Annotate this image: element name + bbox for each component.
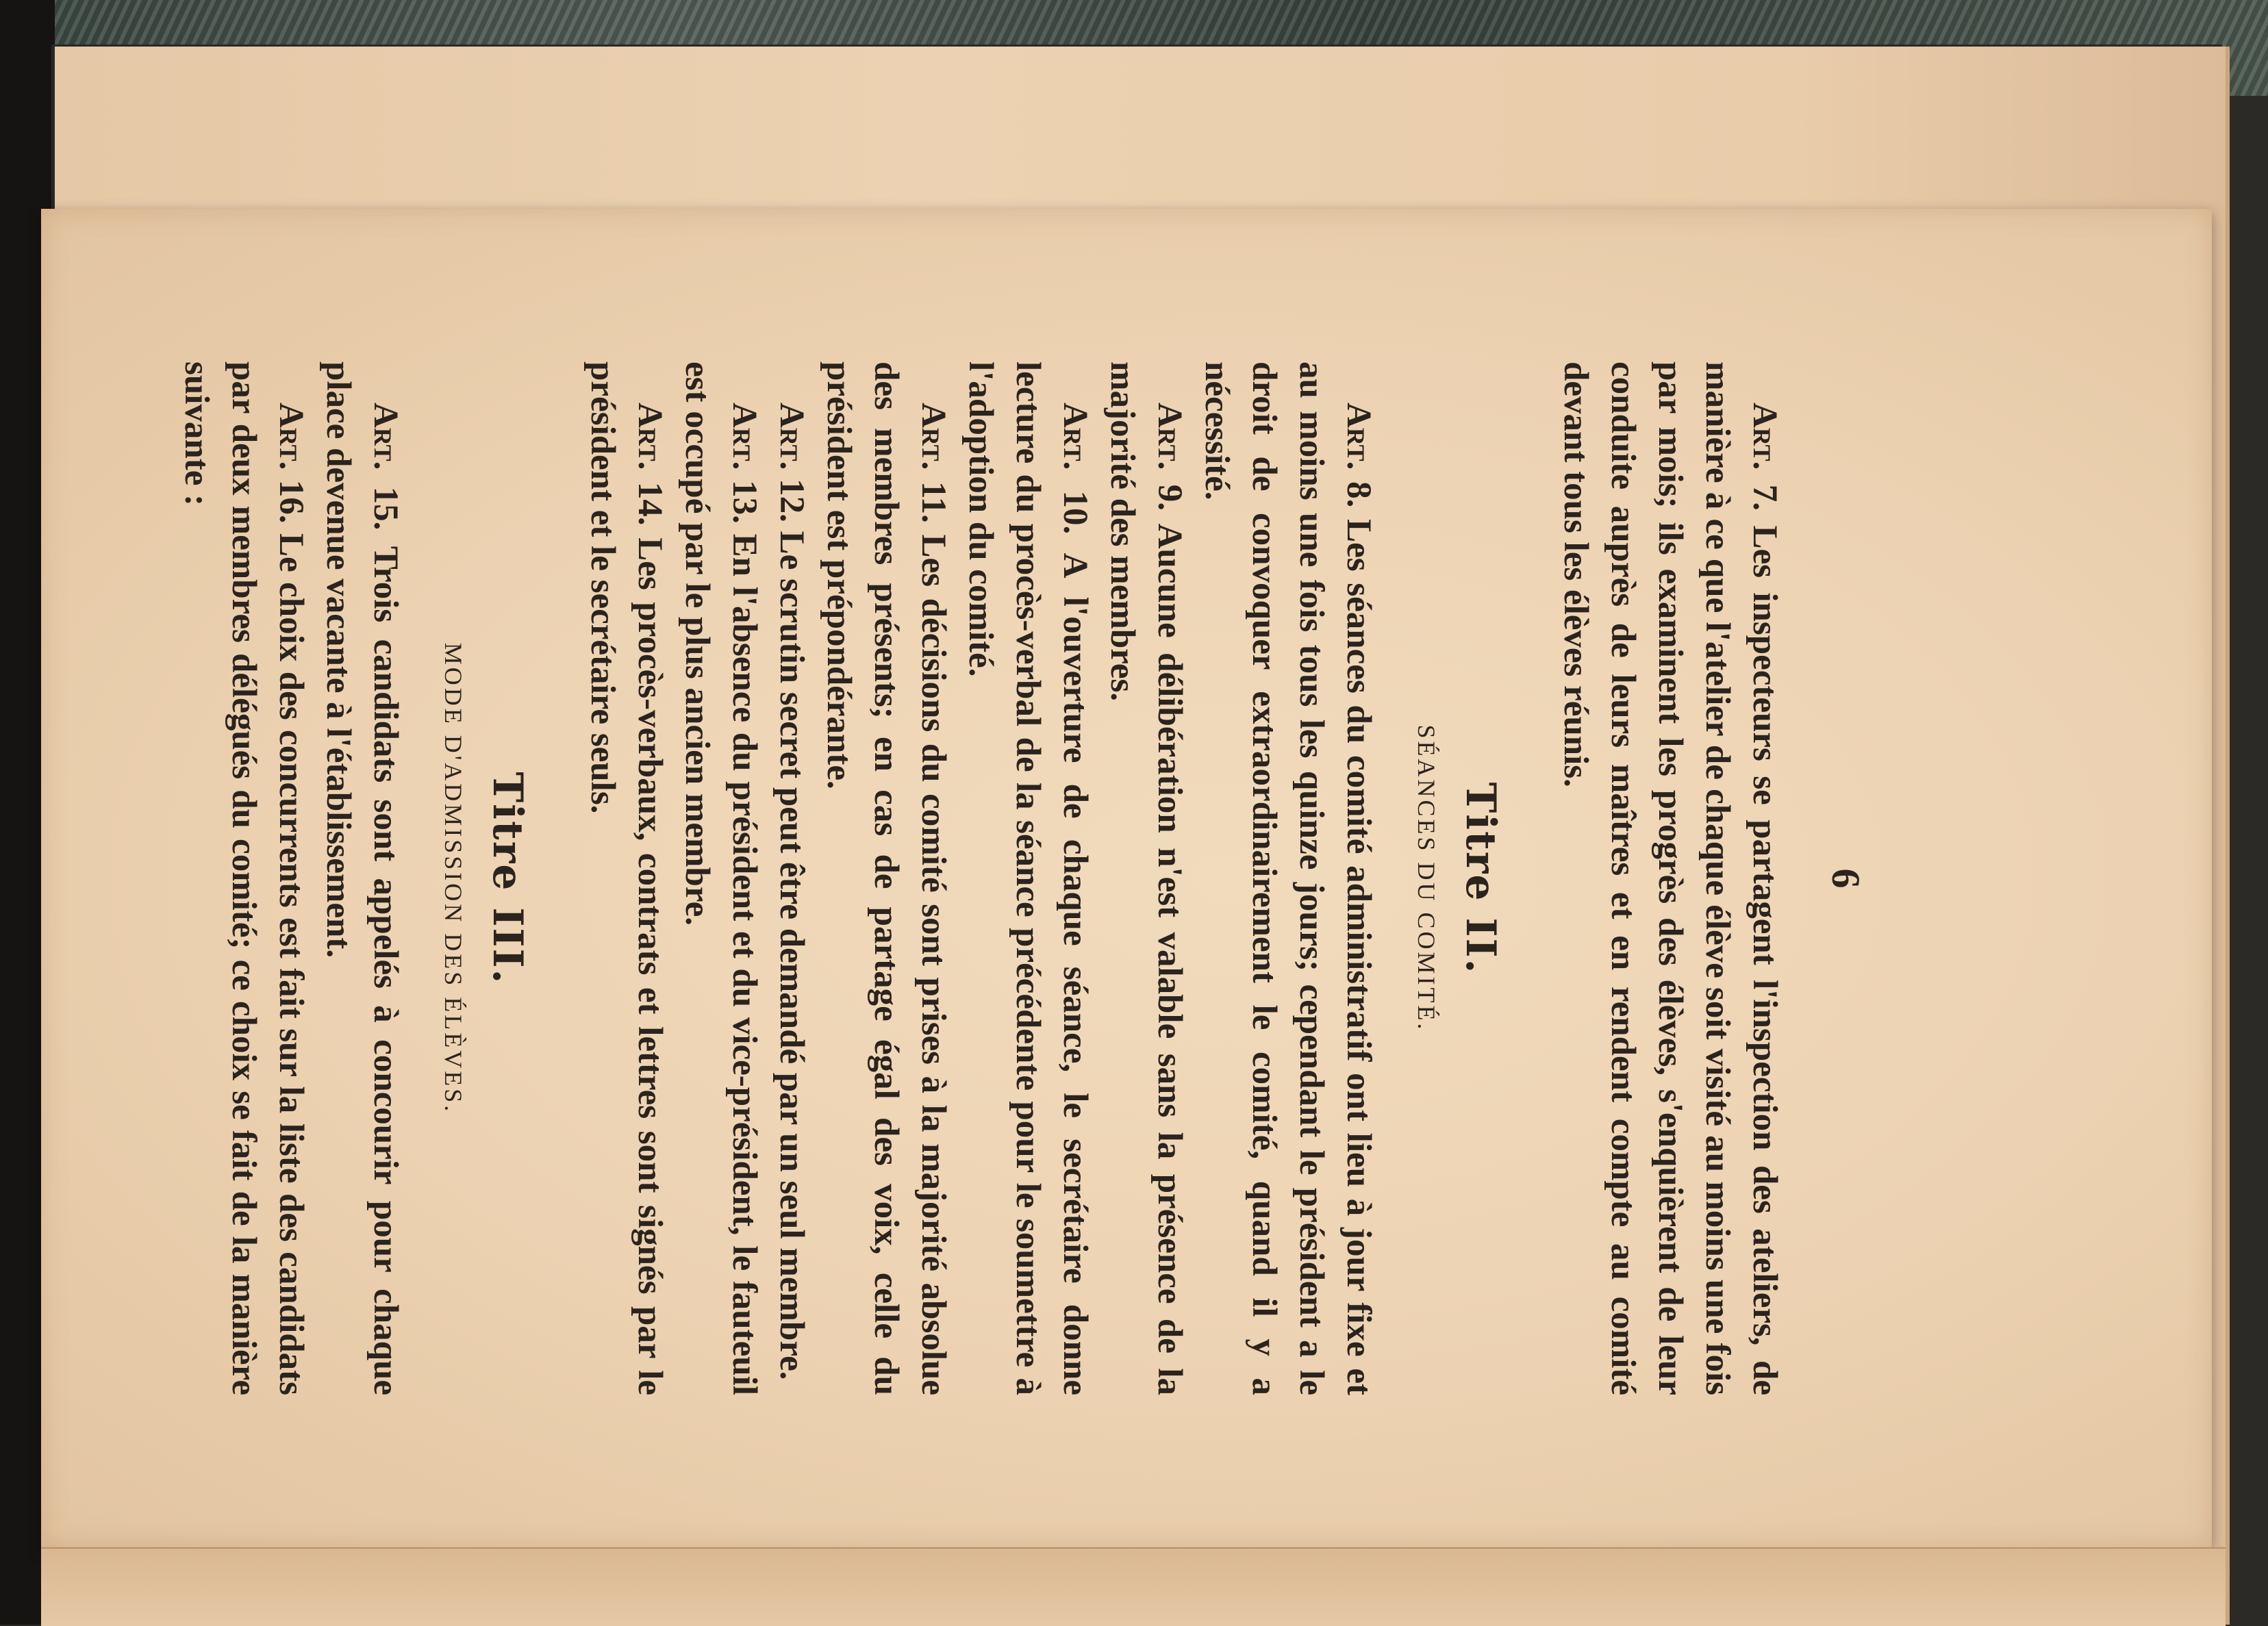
page-text-block bbox=[177, 361, 1869, 1396]
article-13 bbox=[673, 361, 768, 1395]
article-label: Art. 8. bbox=[1339, 403, 1378, 508]
article-text: Les inspecteurs se partagent l'inspection des ateliers, de manière à ce que l'atelier de chaque élève soit visité au moins une fois par mois; ils examinent les progrès des élèves, s'enquièrent de leur conduite auprès de leurs maîtres et en rendent compte au comité devant tous les élèves réunis. bbox=[1557, 361, 1784, 1395]
article-14 bbox=[579, 361, 673, 1395]
article-label: Art. 15. bbox=[366, 403, 405, 531]
article-text: Trois candidats sont appelés à concourir pour chaque place devenue vacante à l'établissement. bbox=[319, 361, 405, 1396]
article-text: Les procès-verbaux, contrats et lettres sont signés par le président et le secrétaire seuls. bbox=[583, 361, 669, 1396]
article-text: Le scrutin secret peut être demandé par un seul membre. bbox=[772, 522, 811, 1380]
article-8 bbox=[1193, 361, 1382, 1395]
section-title: Titre III. bbox=[483, 772, 531, 985]
article-label: Art. 7. bbox=[1746, 403, 1784, 511]
article-text: A l'ouverture de chaque séance, le secrétaire donne lecture du procès-verbal de la séance précédente pour le soumettre à l'adoption du comité. bbox=[961, 361, 1094, 1395]
article-label: Art. 12. bbox=[772, 403, 811, 522]
article-text: En l'absence du président et du vice-président, le fauteuil est occupé par le plus ancien membre. bbox=[678, 361, 764, 1395]
article-12 bbox=[768, 361, 815, 1395]
article-10 bbox=[957, 361, 1098, 1395]
section-0 bbox=[1552, 361, 1788, 1395]
article-text: Les séances du comité administratif ont lieu à jour fixe et au moins une fois tous les quinze jours; cependant le président a le droit de convoquer extraordinairement le comité, quand il y a nécessité. bbox=[1198, 361, 1378, 1395]
section-subtitle: SÉANCES DU COMITÉ. bbox=[1413, 724, 1440, 1032]
article-text: Le choix des concurrents est fait sur la liste des candidats par deux membres délégués du comité; ce choix se fait de la manière suivante : bbox=[177, 361, 310, 1396]
article-label: Art. 16. bbox=[272, 403, 310, 524]
page-number: 6 bbox=[1824, 868, 1868, 889]
article-text: Aucune délibération n'est valable sans la présence de la majorité des membres. bbox=[1103, 361, 1189, 1395]
section-titre-2 bbox=[579, 361, 1504, 1395]
article-text: Les décisions du comité sont prises à la majorité absolue des membres présents; en cas de partage égal des voix, celle du président est prépondérante. bbox=[820, 361, 953, 1395]
page-bottom-edge bbox=[41, 1547, 2226, 1626]
article-label: Art. 9. bbox=[1150, 403, 1189, 511]
article-9 bbox=[1098, 361, 1193, 1395]
section-title: Titre II. bbox=[1457, 782, 1504, 975]
article-7 bbox=[1552, 361, 1788, 1395]
article-label: Art. 14. bbox=[631, 403, 669, 526]
article-label: Art. 13. bbox=[725, 403, 764, 524]
article-16 bbox=[173, 361, 314, 1395]
article-label: Art. 10. bbox=[1056, 403, 1094, 535]
section-subtitle: MODE D'ADMISSION DES ÉLÈVES. bbox=[440, 642, 467, 1115]
article-15 bbox=[314, 361, 409, 1395]
article-11 bbox=[815, 361, 957, 1395]
section-titre-3 bbox=[173, 361, 531, 1395]
article-label: Art. 11. bbox=[914, 403, 953, 523]
